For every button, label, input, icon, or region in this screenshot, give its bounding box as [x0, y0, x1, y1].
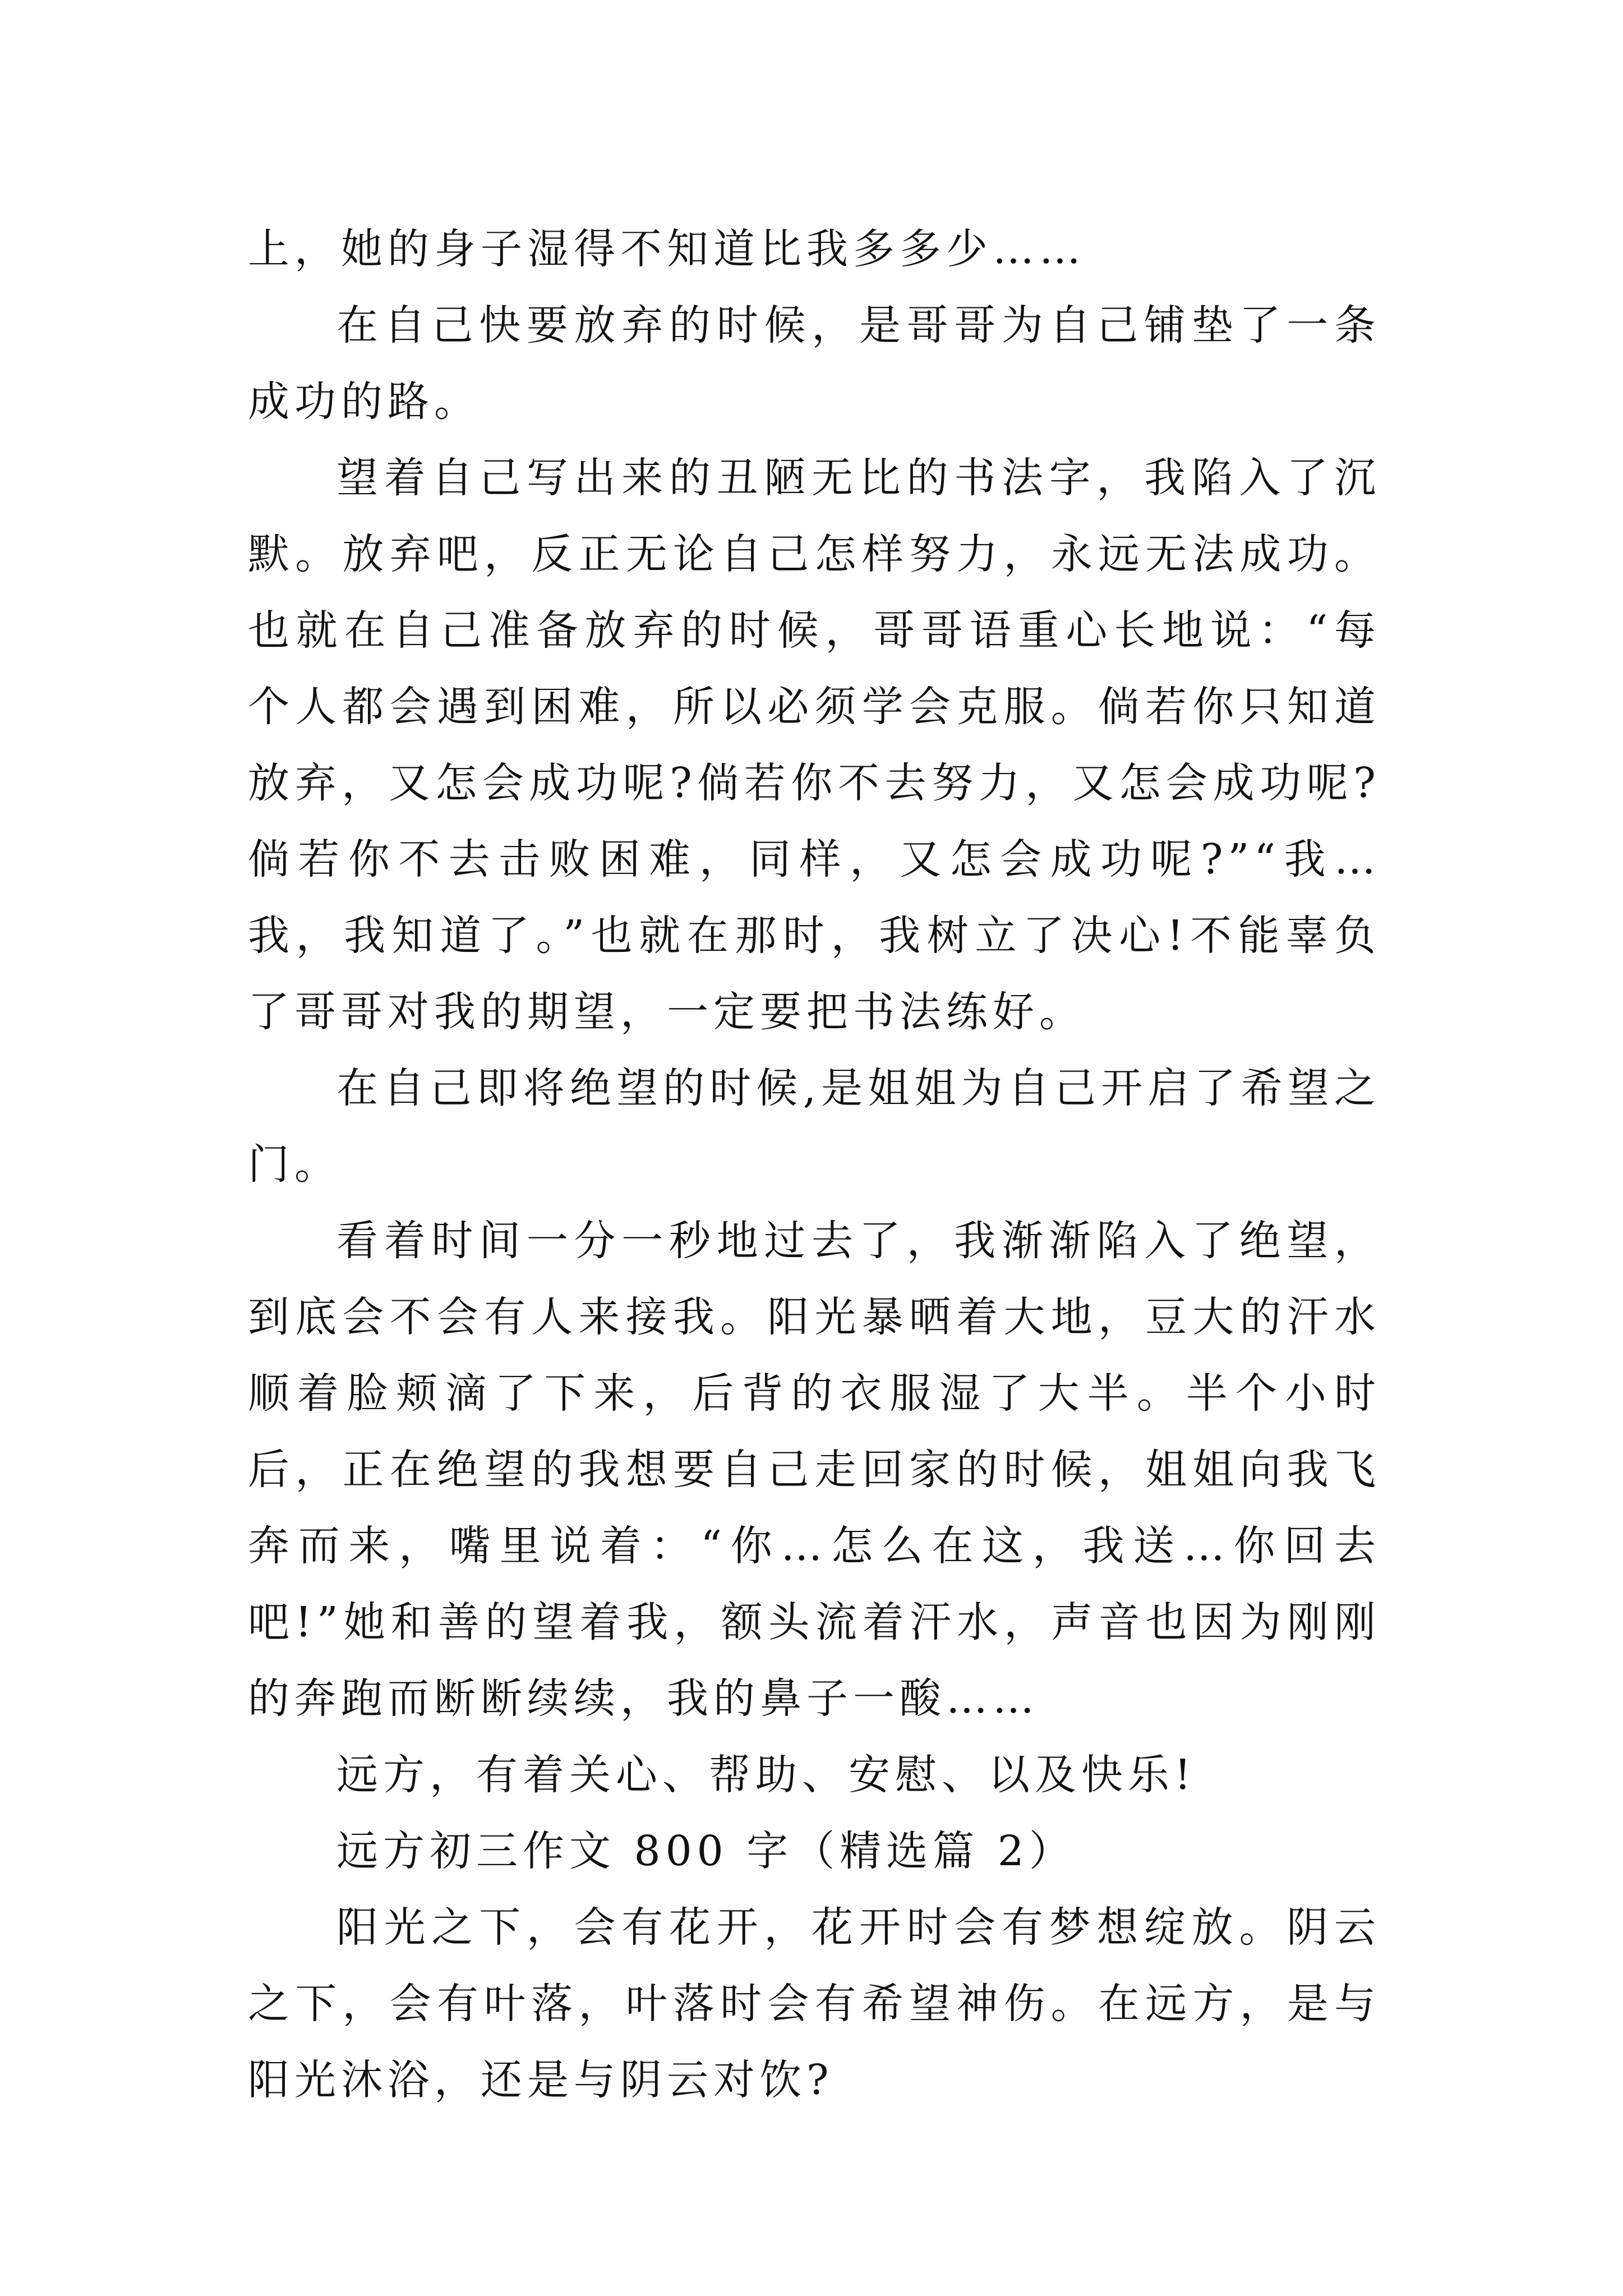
essay-body: [248, 211, 1381, 2118]
paragraph: 远方，有着关心、帮助、安慰、以及快乐!: [336, 1751, 1196, 1799]
paragraph: 在自己快要放弃的时候，是哥哥为自己铺垫了一条成功的路。: [248, 301, 1381, 426]
paragraph-continuation: 上，她的身子湿得不知道比我多多少……: [248, 225, 1086, 273]
paragraph: 在自己即将绝望的时候,是姐姐为自己开启了希望之门。: [248, 1064, 1381, 1189]
paragraph: 阳光之下，会有花开，花开时会有梦想绽放。阴云之下，会有叶落，叶落时会有希望神伤。在远方，是与阳光沐浴，还是与阴云对饮?: [248, 1903, 1381, 2104]
section-heading: 远方初三作文 800 字（精选篇 2）: [336, 1827, 1076, 1875]
paragraph: 看着时间一分一秒地过去了，我渐渐陷入了绝望，到底会不会有人来接我。阳光暴晒着大地，豆大的汗水顺着脸颊滴了下来，后背的衣服湿了大半。半个小时后，正在绝望的我想要自己走回家的时候，姐姐向我飞奔而来，嘴里说着：“你…怎么在这，我送…你回去吧!”她和善的望着我，额头流着汗水，声音也因为刚刚的奔跑而断断续续，我的鼻子一酸……: [248, 1217, 1381, 1723]
paragraph: 望着自己写出来的丑陋无比的书法字，我陷入了沉默。放弃吧，反正无论自己怎样努力，永远无法成功。也就在自己准备放弃的时候，哥哥语重心长地说：“每个人都会遇到困难，所以必须学会克服。倘若你只知道放弃，又怎会成功呢?倘若你不去努力，又怎会成功呢?倘若你不去击败困难，同样，又怎会成功呢?”“我…我，我知道了。”也就在那时，我树立了决心!不能辜负了哥哥对我的期望，一定要把书法练好。: [248, 454, 1381, 1036]
